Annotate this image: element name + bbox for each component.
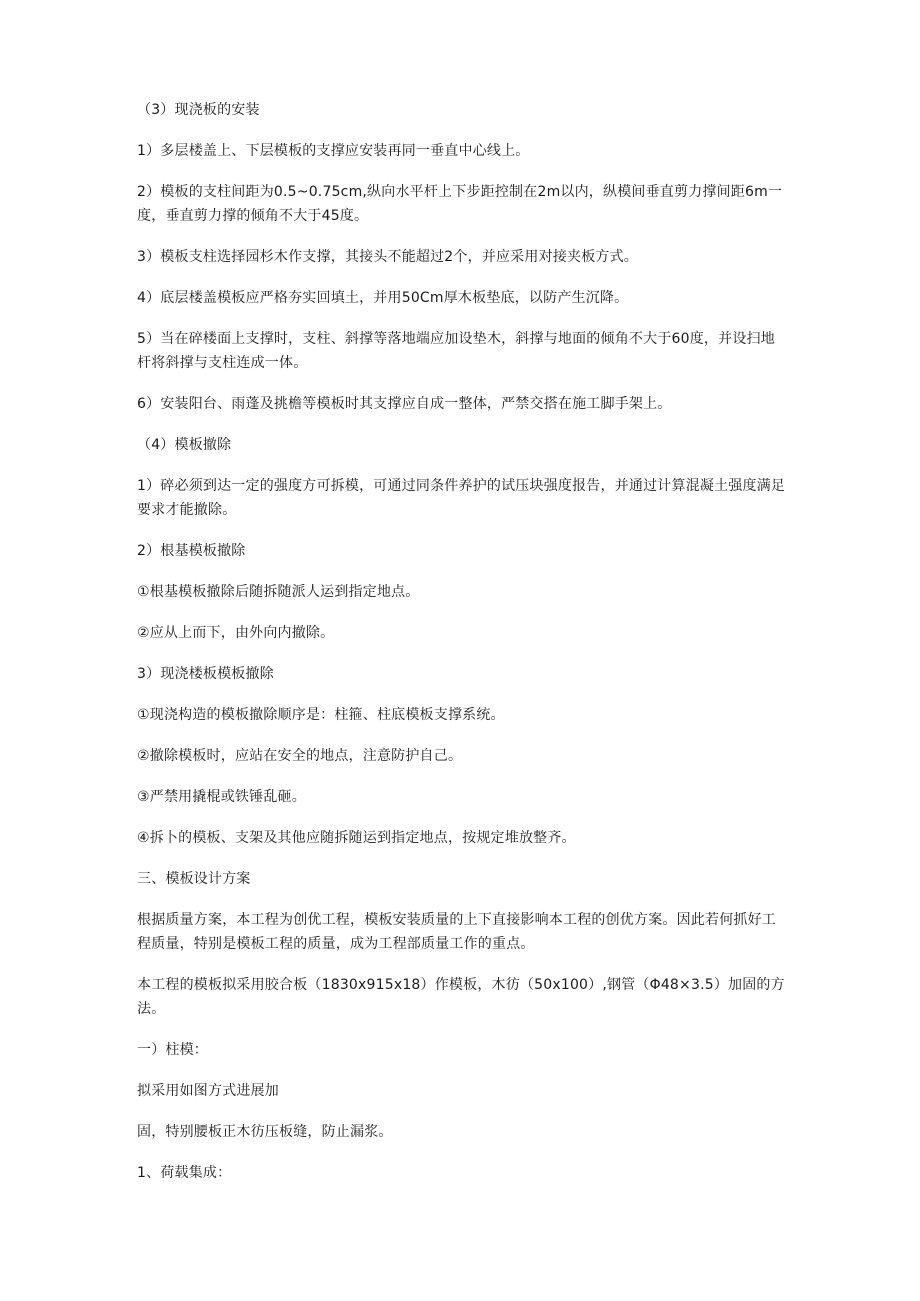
list-item: ②应从上而下，由外向内撤除。: [137, 625, 335, 641]
list-item: ②撤除模板时，应站在安全的地点，注意防护自己。: [137, 748, 463, 764]
paragraph: 根据质量方案，本工程为创优工程，模板安装质量的上下直接影响本工程的创优方案。因此若何抓好工程质量，特别是模板工程的质量，成为工程部质量工作的重点。: [137, 912, 776, 952]
paragraph: 4）底层楼盖模板应严格夯实回填土，并用50Cm厚木板垫底，以防产生沉降。: [137, 290, 629, 306]
paragraph: 拟采用如图方式进展加: [137, 1083, 279, 1099]
list-item: ①根基模板撤除后随拆随派人运到指定地点。: [137, 584, 420, 600]
section-heading-formwork-design: 三、模板设计方案: [137, 871, 251, 887]
paragraph: 本工程的模板拟采用胶合板（1830x915x18）作模板，木彷（50x100）,钢管（Φ48×3.5）加固的方法。: [137, 977, 785, 1017]
section-heading-formwork-removal: （4）模板撤除: [137, 437, 232, 453]
subheading: 2）根基模板撤除: [137, 543, 246, 559]
paragraph: 1）多层楼盖上、下层模板的支撑应安装再同一垂直中心线上。: [137, 143, 530, 159]
document-body: [137, 98, 787, 1202]
subheading: 3）现浇楼板模板撤除: [137, 666, 274, 682]
list-item: ①现浇构造的模板撤除顺序是：柱箍、柱底模板支撑系统。: [137, 707, 505, 723]
subheading: 1、荷载集成：: [137, 1165, 232, 1181]
paragraph: 1）碎必须到达一定的强度方可拆模，可通过同条件养护的试压块强度报告，并通过计算混凝土强度满足要求才能撤除。: [137, 478, 786, 518]
subheading: 一）柱模：: [137, 1042, 208, 1058]
section-heading-cast-slab-install: （3）现浇板的安装: [137, 102, 260, 118]
list-item: ③严禁用撬棍或铁锤乱砸。: [137, 789, 306, 805]
paragraph: 6）安装阳台、雨蓬及挑檐等模板时其支撑应自成一整体，严禁交搭在施工脚手架上。: [137, 396, 672, 412]
paragraph: 3）模板支柱选择园杉木作支撑，其接头不能超过2个，并应采用对接夹板方式。: [137, 249, 639, 265]
paragraph: 固，特别腰板正木彷压板缝，防止漏浆。: [137, 1124, 393, 1140]
paragraph: 2）模板的支柱间距为0.5~0.75cm,纵向水平杆上下步距控制在2m以内，纵模间垂直剪力撑间距6m一度，垂直剪力撑的倾角不大于45度。: [137, 184, 783, 224]
paragraph: 5）当在碎楼面上支撑时，支柱、斜撑等落地端应加设垫木，斜撑与地面的倾角不大于60度，并设扫地杆将斜撑与支柱连成一体。: [137, 331, 775, 371]
list-item: ④拆卜的模板、支架及其他应随拆随运到指定地点，按规定堆放整齐。: [137, 830, 576, 846]
